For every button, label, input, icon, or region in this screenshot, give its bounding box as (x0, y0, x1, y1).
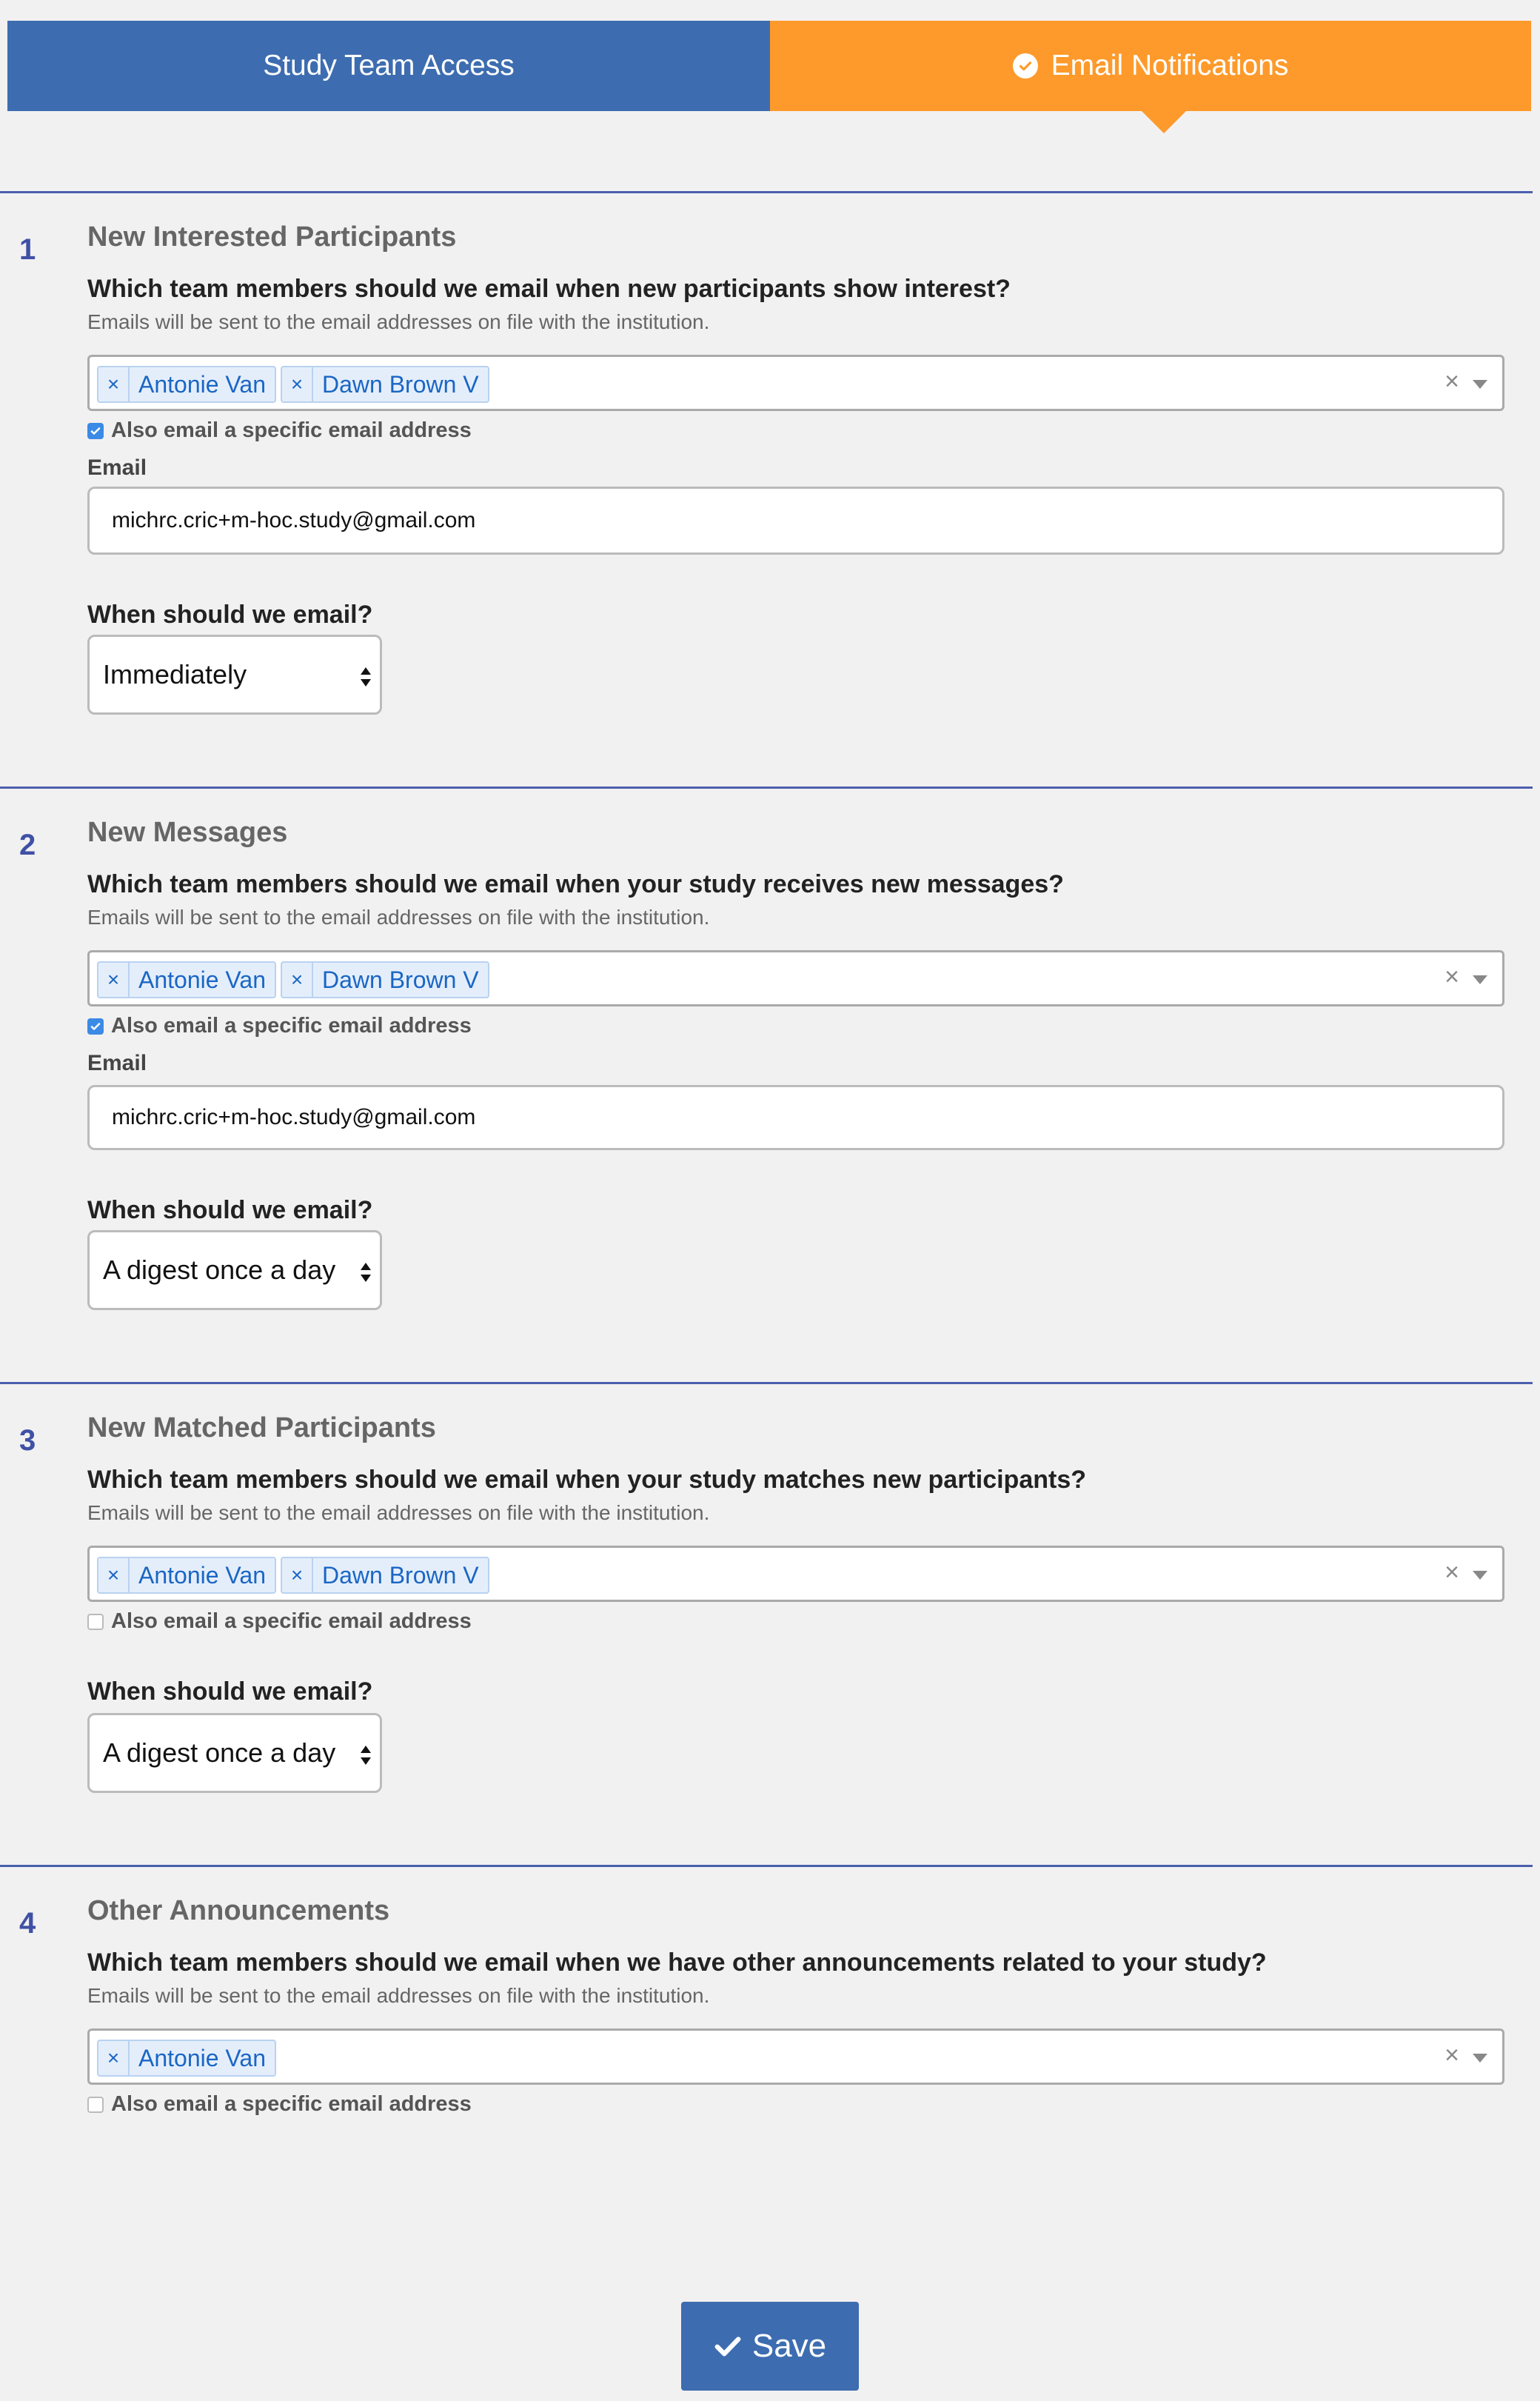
member-tag-label: Dawn Brown V (322, 1561, 479, 1589)
save-button[interactable] (681, 2302, 859, 2391)
section-new-matched-participants (0, 1382, 1533, 1866)
email-label: Email (87, 455, 147, 480)
section-number: 3 (19, 1424, 36, 1457)
tab-study-team-access[interactable] (7, 21, 770, 111)
frequency-select[interactable] (87, 1713, 382, 1793)
also-email-option (87, 418, 472, 443)
also-email-option (87, 1014, 472, 1038)
section-hint: Emails will be sent to the email addresses on file with the institution. (87, 906, 710, 929)
also-email-label: Also email a specific email address (111, 2092, 472, 2116)
section-other-announcements (0, 1865, 1533, 2178)
also-email-checkbox[interactable] (87, 1018, 104, 1035)
also-email-checkbox[interactable] (87, 423, 104, 439)
remove-tag-icon[interactable]: × (98, 2041, 130, 2075)
section-hint: Emails will be sent to the email addresses on file with the institution. (87, 1501, 710, 1524)
frequency-select[interactable] (87, 635, 382, 715)
dropdown-caret-icon[interactable] (1473, 1571, 1487, 1580)
dropdown-caret-icon[interactable] (1473, 2054, 1487, 2063)
check-circle-icon (1013, 53, 1038, 79)
member-tag-label: Antonie Van (138, 1561, 266, 1589)
when-label: When should we email? (87, 1677, 373, 1706)
member-tag (281, 961, 489, 998)
section-hint: Emails will be sent to the email addresses on file with the institution. (87, 310, 710, 333)
dropdown-caret-icon[interactable] (1473, 975, 1487, 984)
email-label: Email (87, 1051, 147, 1075)
member-tag-label: Antonie Van (138, 2044, 266, 2071)
section-new-interested-participants (0, 191, 1533, 786)
section-number: 1 (19, 233, 36, 266)
frequency-select-value: A digest once a day (103, 1737, 336, 1768)
member-tag (281, 366, 489, 403)
clear-all-icon[interactable]: × (1444, 2041, 1459, 2069)
team-members-multiselect[interactable] (87, 1546, 1504, 1602)
section-title: New Matched Participants (87, 1412, 436, 1443)
tab-email-notifications[interactable] (770, 21, 1531, 111)
select-arrows-icon (359, 664, 372, 690)
email-field[interactable]: michrc.cric+m-hoc.study@gmail.com (87, 487, 1504, 555)
section-number: 4 (19, 1907, 36, 1940)
also-email-checkbox[interactable] (87, 1614, 104, 1630)
member-tag-label: Antonie Van (138, 966, 266, 993)
also-email-label: Also email a specific email address (111, 1014, 472, 1038)
team-members-multiselect[interactable] (87, 950, 1504, 1006)
remove-tag-icon[interactable]: × (282, 367, 313, 401)
clear-all-icon[interactable]: × (1444, 1558, 1459, 1586)
section-title: New Messages (87, 817, 288, 848)
section-title: Other Announcements (87, 1895, 390, 1926)
also-email-option (87, 1609, 472, 1634)
dropdown-caret-icon[interactable] (1473, 380, 1487, 389)
member-tag (281, 1557, 489, 1594)
remove-tag-icon[interactable]: × (98, 1558, 130, 1592)
section-title: New Interested Participants (87, 221, 457, 253)
checkmark-icon (714, 2332, 742, 2360)
select-arrows-icon (359, 1259, 372, 1286)
member-tag-label: Dawn Brown V (322, 966, 479, 993)
tab-email-notifications-label: Email Notifications (1051, 50, 1289, 81)
tab-bar (7, 21, 1531, 111)
section-question: Which team members should we email when your study receives new messages? (87, 870, 1064, 898)
member-tag (97, 1557, 276, 1594)
clear-all-icon[interactable]: × (1444, 963, 1459, 991)
frequency-select-value: A digest once a day (103, 1255, 336, 1285)
remove-tag-icon[interactable]: × (282, 963, 313, 997)
member-tag (97, 961, 276, 998)
member-tag (97, 366, 276, 403)
team-members-multiselect[interactable] (87, 2028, 1504, 2085)
when-label: When should we email? (87, 601, 373, 629)
section-question: Which team members should we email when we have other announcements related to your study? (87, 1948, 1267, 1977)
frequency-select[interactable] (87, 1230, 382, 1310)
remove-tag-icon[interactable]: × (98, 963, 130, 997)
section-number: 2 (19, 829, 36, 861)
member-tag (97, 2040, 276, 2077)
select-arrows-icon (359, 1742, 372, 1769)
tab-study-team-access-label: Study Team Access (263, 50, 515, 81)
section-hint: Emails will be sent to the email addresses on file with the institution. (87, 1984, 710, 2007)
also-email-label: Also email a specific email address (111, 1609, 472, 1633)
also-email-checkbox[interactable] (87, 2097, 104, 2113)
remove-tag-icon[interactable]: × (282, 1558, 313, 1592)
remove-tag-icon[interactable]: × (98, 367, 130, 401)
frequency-select-value: Immediately (103, 659, 247, 689)
email-field[interactable]: michrc.cric+m-hoc.study@gmail.com (87, 1085, 1504, 1150)
also-email-option (87, 2092, 472, 2117)
section-new-messages (0, 787, 1533, 1381)
save-button-label: Save (751, 2328, 827, 2364)
also-email-label: Also email a specific email address (111, 418, 472, 442)
active-tab-caret (1142, 111, 1186, 133)
section-question: Which team members should we email when your study matches new participants? (87, 1466, 1086, 1494)
section-question: Which team members should we email when new participants show interest? (87, 275, 1011, 303)
member-tag-label: Antonie Van (138, 370, 266, 398)
team-members-multiselect[interactable] (87, 355, 1504, 411)
member-tag-label: Dawn Brown V (322, 370, 479, 398)
clear-all-icon[interactable]: × (1444, 367, 1459, 395)
when-label: When should we email? (87, 1196, 373, 1224)
